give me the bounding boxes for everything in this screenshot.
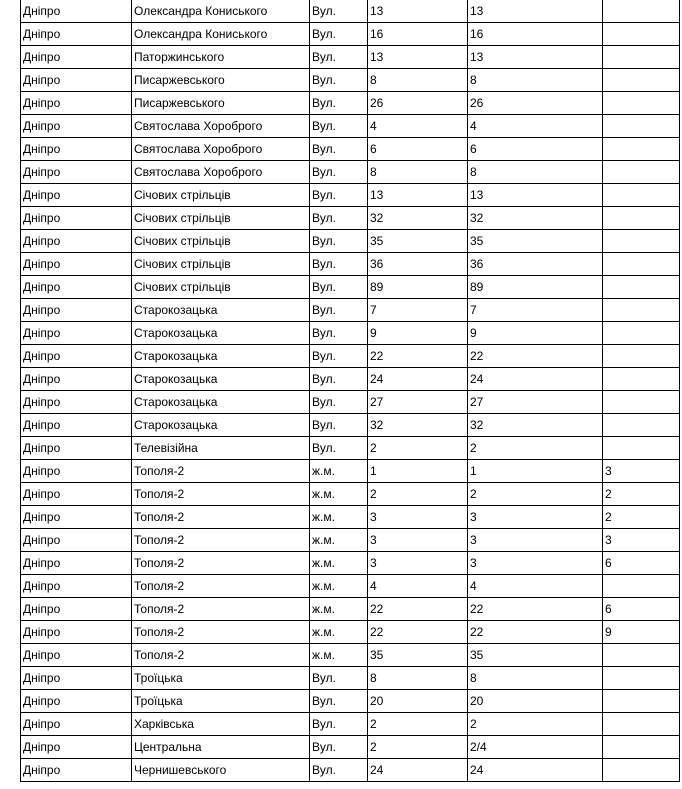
city-cell: Дніпро xyxy=(21,437,132,460)
city-cell: Дніпро xyxy=(21,598,132,621)
address-table-body xyxy=(21,0,680,782)
street-cell: Тополя-2 xyxy=(132,483,310,506)
city-cell: Дніпро xyxy=(21,23,132,46)
table-row xyxy=(21,575,680,598)
type-cell: Вул. xyxy=(310,437,368,460)
extra-cell xyxy=(603,736,680,759)
house-to-cell: 13 xyxy=(468,184,603,207)
extra-cell xyxy=(603,92,680,115)
type-cell: Вул. xyxy=(310,299,368,322)
house-to-cell: 3 xyxy=(468,552,603,575)
city-cell: Дніпро xyxy=(21,736,132,759)
house-to-cell: 22 xyxy=(468,345,603,368)
house-to-cell: 2/4 xyxy=(468,736,603,759)
street-cell: Харківська xyxy=(132,713,310,736)
table-row xyxy=(21,690,680,713)
type-cell: Вул. xyxy=(310,345,368,368)
house-to-cell: 7 xyxy=(468,299,603,322)
type-cell: ж.м. xyxy=(310,483,368,506)
type-cell: ж.м. xyxy=(310,575,368,598)
house-to-cell: 1 xyxy=(468,460,603,483)
extra-cell: 9 xyxy=(603,621,680,644)
table-row xyxy=(21,644,680,667)
street-cell: Тополя-2 xyxy=(132,575,310,598)
house-from-cell: 24 xyxy=(368,759,468,782)
extra-cell: 6 xyxy=(603,598,680,621)
city-cell: Дніпро xyxy=(21,207,132,230)
type-cell: Вул. xyxy=(310,23,368,46)
type-cell: Вул. xyxy=(310,46,368,69)
house-from-cell: 6 xyxy=(368,138,468,161)
house-from-cell: 1 xyxy=(368,460,468,483)
extra-cell xyxy=(603,207,680,230)
street-cell: Тополя-2 xyxy=(132,598,310,621)
city-cell: Дніпро xyxy=(21,322,132,345)
house-to-cell: 36 xyxy=(468,253,603,276)
street-cell: Старокозацька xyxy=(132,391,310,414)
type-cell: Вул. xyxy=(310,368,368,391)
city-cell: Дніпро xyxy=(21,759,132,782)
address-table-sheet xyxy=(20,0,679,782)
street-cell: Січових стрільців xyxy=(132,253,310,276)
house-from-cell: 9 xyxy=(368,322,468,345)
type-cell: ж.м. xyxy=(310,621,368,644)
table-row xyxy=(21,460,680,483)
city-cell: Дніпро xyxy=(21,115,132,138)
city-cell: Дніпро xyxy=(21,690,132,713)
house-from-cell: 3 xyxy=(368,506,468,529)
type-cell: Вул. xyxy=(310,115,368,138)
street-cell: Тополя-2 xyxy=(132,621,310,644)
house-to-cell: 22 xyxy=(468,621,603,644)
extra-cell xyxy=(603,322,680,345)
type-cell: Вул. xyxy=(310,69,368,92)
house-from-cell: 8 xyxy=(368,667,468,690)
city-cell: Дніпро xyxy=(21,460,132,483)
house-from-cell: 16 xyxy=(368,23,468,46)
house-to-cell: 2 xyxy=(468,437,603,460)
house-from-cell: 32 xyxy=(368,207,468,230)
extra-cell xyxy=(603,414,680,437)
type-cell: Вул. xyxy=(310,322,368,345)
table-row xyxy=(21,276,680,299)
house-from-cell: 8 xyxy=(368,161,468,184)
city-cell: Дніпро xyxy=(21,161,132,184)
house-from-cell: 24 xyxy=(368,368,468,391)
type-cell: Вул. xyxy=(310,690,368,713)
house-to-cell: 35 xyxy=(468,644,603,667)
type-cell: ж.м. xyxy=(310,644,368,667)
street-cell: Святослава Хороброго xyxy=(132,161,310,184)
street-cell: Центральна xyxy=(132,736,310,759)
city-cell: Дніпро xyxy=(21,414,132,437)
street-cell: Паторжинського xyxy=(132,46,310,69)
street-cell: Січових стрільців xyxy=(132,184,310,207)
table-row xyxy=(21,483,680,506)
extra-cell xyxy=(603,345,680,368)
city-cell: Дніпро xyxy=(21,138,132,161)
table-row xyxy=(21,529,680,552)
house-to-cell: 8 xyxy=(468,161,603,184)
table-row xyxy=(21,322,680,345)
table-row xyxy=(21,23,680,46)
house-to-cell: 6 xyxy=(468,138,603,161)
table-row xyxy=(21,391,680,414)
house-from-cell: 2 xyxy=(368,437,468,460)
table-row xyxy=(21,506,680,529)
street-cell: Святослава Хороброго xyxy=(132,138,310,161)
table-row xyxy=(21,161,680,184)
table-row xyxy=(21,138,680,161)
city-cell: Дніпро xyxy=(21,529,132,552)
type-cell: ж.м. xyxy=(310,598,368,621)
street-cell: Січових стрільців xyxy=(132,207,310,230)
city-cell: Дніпро xyxy=(21,69,132,92)
street-cell: Січових стрільців xyxy=(132,230,310,253)
type-cell: Вул. xyxy=(310,667,368,690)
type-cell: Вул. xyxy=(310,253,368,276)
house-to-cell: 22 xyxy=(468,598,603,621)
type-cell: ж.м. xyxy=(310,460,368,483)
house-to-cell: 4 xyxy=(468,115,603,138)
house-to-cell: 8 xyxy=(468,667,603,690)
extra-cell xyxy=(603,391,680,414)
city-cell: Дніпро xyxy=(21,667,132,690)
city-cell: Дніпро xyxy=(21,575,132,598)
house-from-cell: 35 xyxy=(368,644,468,667)
city-cell: Дніпро xyxy=(21,621,132,644)
table-row xyxy=(21,115,680,138)
type-cell: Вул. xyxy=(310,230,368,253)
street-cell: Тополя-2 xyxy=(132,506,310,529)
house-from-cell: 22 xyxy=(368,621,468,644)
type-cell: Вул. xyxy=(310,759,368,782)
type-cell: Вул. xyxy=(310,161,368,184)
house-from-cell: 3 xyxy=(368,552,468,575)
house-from-cell: 8 xyxy=(368,69,468,92)
table-row xyxy=(21,552,680,575)
house-to-cell: 20 xyxy=(468,690,603,713)
street-cell: Тополя-2 xyxy=(132,644,310,667)
type-cell: ж.м. xyxy=(310,529,368,552)
extra-cell xyxy=(603,713,680,736)
table-row xyxy=(21,46,680,69)
house-from-cell: 13 xyxy=(368,0,468,23)
table-row xyxy=(21,0,680,23)
table-row xyxy=(21,713,680,736)
extra-cell xyxy=(603,276,680,299)
extra-cell xyxy=(603,667,680,690)
house-to-cell: 27 xyxy=(468,391,603,414)
extra-cell xyxy=(603,690,680,713)
table-row xyxy=(21,667,680,690)
extra-cell xyxy=(603,138,680,161)
type-cell: Вул. xyxy=(310,713,368,736)
street-cell: Троїцька xyxy=(132,667,310,690)
extra-cell xyxy=(603,46,680,69)
street-cell: Чернишевського xyxy=(132,759,310,782)
street-cell: Старокозацька xyxy=(132,322,310,345)
house-to-cell: 16 xyxy=(468,23,603,46)
street-cell: Олександра Кониського xyxy=(132,0,310,23)
street-cell: Старокозацька xyxy=(132,345,310,368)
street-cell: Святослава Хороброго xyxy=(132,115,310,138)
city-cell: Дніпро xyxy=(21,644,132,667)
type-cell: Вул. xyxy=(310,207,368,230)
house-from-cell: 27 xyxy=(368,391,468,414)
type-cell: Вул. xyxy=(310,92,368,115)
house-to-cell: 89 xyxy=(468,276,603,299)
house-to-cell: 2 xyxy=(468,483,603,506)
extra-cell xyxy=(603,23,680,46)
type-cell: Вул. xyxy=(310,138,368,161)
table-row xyxy=(21,230,680,253)
house-from-cell: 2 xyxy=(368,736,468,759)
city-cell: Дніпро xyxy=(21,253,132,276)
city-cell: Дніпро xyxy=(21,46,132,69)
house-from-cell: 22 xyxy=(368,598,468,621)
table-row xyxy=(21,184,680,207)
house-to-cell: 24 xyxy=(468,759,603,782)
address-table xyxy=(20,0,680,782)
house-from-cell: 20 xyxy=(368,690,468,713)
table-row xyxy=(21,368,680,391)
type-cell: Вул. xyxy=(310,184,368,207)
house-to-cell: 9 xyxy=(468,322,603,345)
type-cell: ж.м. xyxy=(310,506,368,529)
table-row xyxy=(21,736,680,759)
city-cell: Дніпро xyxy=(21,276,132,299)
extra-cell xyxy=(603,644,680,667)
house-from-cell: 4 xyxy=(368,115,468,138)
table-row xyxy=(21,621,680,644)
extra-cell xyxy=(603,115,680,138)
house-from-cell: 7 xyxy=(368,299,468,322)
house-from-cell: 22 xyxy=(368,345,468,368)
house-to-cell: 2 xyxy=(468,713,603,736)
house-from-cell: 89 xyxy=(368,276,468,299)
house-from-cell: 35 xyxy=(368,230,468,253)
extra-cell: 2 xyxy=(603,483,680,506)
house-to-cell: 13 xyxy=(468,0,603,23)
table-row xyxy=(21,69,680,92)
extra-cell xyxy=(603,437,680,460)
house-to-cell: 32 xyxy=(468,207,603,230)
house-from-cell: 32 xyxy=(368,414,468,437)
house-to-cell: 4 xyxy=(468,575,603,598)
type-cell: Вул. xyxy=(310,0,368,23)
street-cell: Писаржевського xyxy=(132,92,310,115)
house-from-cell: 3 xyxy=(368,529,468,552)
city-cell: Дніпро xyxy=(21,483,132,506)
city-cell: Дніпро xyxy=(21,0,132,23)
type-cell: Вул. xyxy=(310,391,368,414)
extra-cell xyxy=(603,368,680,391)
house-to-cell: 26 xyxy=(468,92,603,115)
house-to-cell: 35 xyxy=(468,230,603,253)
table-row xyxy=(21,207,680,230)
street-cell: Старокозацька xyxy=(132,414,310,437)
street-cell: Олександра Кониського xyxy=(132,23,310,46)
extra-cell xyxy=(603,575,680,598)
house-to-cell: 13 xyxy=(468,46,603,69)
street-cell: Троїцька xyxy=(132,690,310,713)
extra-cell: 2 xyxy=(603,506,680,529)
city-cell: Дніпро xyxy=(21,230,132,253)
extra-cell xyxy=(603,253,680,276)
type-cell: Вул. xyxy=(310,276,368,299)
extra-cell xyxy=(603,230,680,253)
table-row xyxy=(21,437,680,460)
city-cell: Дніпро xyxy=(21,299,132,322)
city-cell: Дніпро xyxy=(21,184,132,207)
city-cell: Дніпро xyxy=(21,391,132,414)
city-cell: Дніпро xyxy=(21,713,132,736)
street-cell: Телевізійна xyxy=(132,437,310,460)
house-to-cell: 3 xyxy=(468,529,603,552)
house-from-cell: 4 xyxy=(368,575,468,598)
city-cell: Дніпро xyxy=(21,92,132,115)
house-from-cell: 13 xyxy=(368,46,468,69)
city-cell: Дніпро xyxy=(21,345,132,368)
table-row xyxy=(21,92,680,115)
city-cell: Дніпро xyxy=(21,368,132,391)
house-from-cell: 2 xyxy=(368,483,468,506)
house-to-cell: 32 xyxy=(468,414,603,437)
street-cell: Старокозацька xyxy=(132,368,310,391)
house-from-cell: 36 xyxy=(368,253,468,276)
extra-cell: 3 xyxy=(603,460,680,483)
table-row xyxy=(21,345,680,368)
extra-cell: 6 xyxy=(603,552,680,575)
street-cell: Січових стрільців xyxy=(132,276,310,299)
table-row xyxy=(21,598,680,621)
house-to-cell: 3 xyxy=(468,506,603,529)
city-cell: Дніпро xyxy=(21,506,132,529)
extra-cell xyxy=(603,299,680,322)
type-cell: ж.м. xyxy=(310,552,368,575)
extra-cell xyxy=(603,184,680,207)
house-from-cell: 13 xyxy=(368,184,468,207)
city-cell: Дніпро xyxy=(21,552,132,575)
street-cell: Тополя-2 xyxy=(132,460,310,483)
house-from-cell: 26 xyxy=(368,92,468,115)
type-cell: Вул. xyxy=(310,736,368,759)
street-cell: Писаржевського xyxy=(132,69,310,92)
street-cell: Тополя-2 xyxy=(132,552,310,575)
street-cell: Тополя-2 xyxy=(132,529,310,552)
extra-cell: 3 xyxy=(603,529,680,552)
street-cell: Старокозацька xyxy=(132,299,310,322)
type-cell: Вул. xyxy=(310,414,368,437)
extra-cell xyxy=(603,759,680,782)
table-row xyxy=(21,299,680,322)
house-to-cell: 24 xyxy=(468,368,603,391)
house-to-cell: 8 xyxy=(468,69,603,92)
table-row xyxy=(21,414,680,437)
extra-cell xyxy=(603,161,680,184)
table-row xyxy=(21,759,680,782)
house-from-cell: 2 xyxy=(368,713,468,736)
table-row xyxy=(21,253,680,276)
extra-cell xyxy=(603,0,680,23)
extra-cell xyxy=(603,69,680,92)
